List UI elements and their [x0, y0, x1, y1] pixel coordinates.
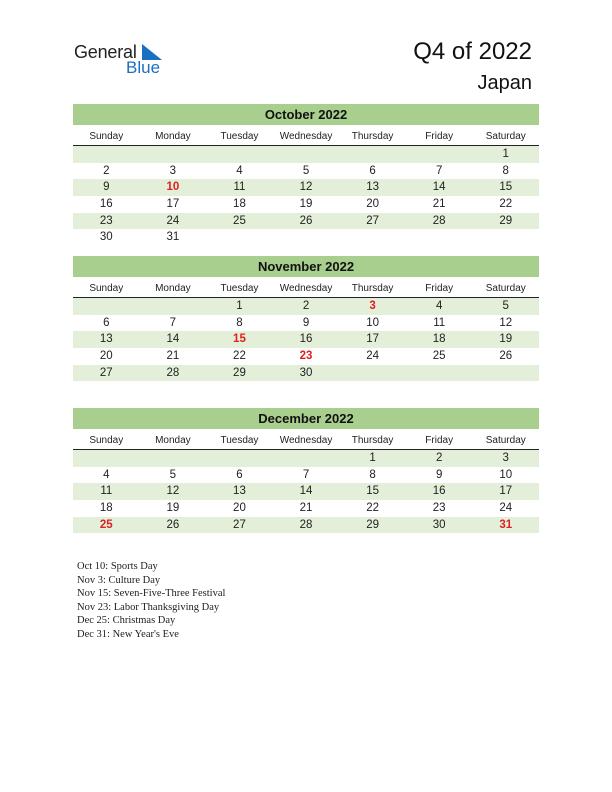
day-cell: 29 [233, 366, 246, 379]
holiday-entry: Dec 25: Christmas Day [77, 615, 176, 626]
empty-day-cell [406, 146, 473, 163]
day-cell: 18 [233, 198, 246, 211]
day-cell: 4 [236, 164, 243, 177]
day-cell: 23 [299, 350, 313, 363]
day-cell: 17 [366, 333, 379, 346]
weekday-label: Tuesday [220, 283, 259, 294]
weekday-label: Wednesday [279, 131, 333, 142]
empty-day-cell [140, 298, 207, 315]
weekday-label: Saturday [485, 131, 526, 142]
country-name: Japan [477, 72, 532, 94]
day-cell: 20 [99, 350, 113, 363]
empty-day-cell [339, 229, 406, 246]
month-title: October 2022 [73, 104, 539, 125]
day-cell: 27 [99, 366, 113, 379]
day-cell: 9 [103, 181, 110, 194]
day-cell: 2 [103, 164, 110, 177]
day-cell: 30 [99, 231, 113, 244]
empty-day-cell [73, 450, 140, 467]
month-title: December 2022 [73, 408, 539, 429]
day-cell: 26 [499, 350, 513, 363]
day-cell: 2 [435, 452, 443, 464]
weekday-label: Monday [155, 435, 191, 446]
weekday-header-row [73, 280, 539, 298]
day-cell: 1 [369, 452, 376, 464]
day-cell: 22 [366, 502, 379, 515]
day-cell: 18 [99, 502, 113, 515]
weekday-label: Friday [425, 131, 454, 142]
day-cell: 21 [432, 198, 446, 211]
day-cell: 18 [432, 333, 446, 346]
weekday-label: Saturday [485, 283, 526, 294]
empty-day-cell [206, 146, 273, 163]
day-cell: 28 [432, 214, 446, 227]
day-cell: 20 [233, 502, 246, 515]
day-cell: 11 [433, 316, 446, 329]
day-cell: 13 [233, 485, 246, 498]
day-cell: 15 [366, 485, 379, 498]
empty-day-cell [273, 146, 340, 163]
day-cell: 5 [169, 468, 177, 481]
weekday-label: Thursday [351, 435, 394, 446]
weekday-header-row [73, 432, 539, 450]
day-cell: 25 [233, 214, 246, 227]
day-cell: 22 [233, 350, 246, 363]
weekday-label: Sunday [89, 283, 124, 294]
day-cell: 9 [435, 468, 443, 481]
weekday-label: Saturday [485, 435, 526, 446]
holiday-entry: Nov 23: Labor Thanksgiving Day [77, 601, 220, 613]
day-cell: 20 [366, 198, 379, 211]
day-cell: 15 [499, 181, 513, 194]
day-cell: 29 [366, 518, 379, 531]
day-cell: 6 [369, 164, 376, 177]
day-cell: 30 [299, 366, 313, 379]
empty-day-cell [273, 450, 340, 467]
day-cell: 14 [299, 485, 313, 498]
day-cell: 7 [302, 468, 310, 481]
day-cell: 31 [499, 518, 513, 531]
day-cell: 24 [499, 502, 513, 515]
week-row [73, 348, 539, 365]
day-cell: 19 [499, 333, 513, 346]
week-row [73, 500, 539, 517]
day-cell: 28 [299, 518, 313, 531]
day-cell: 14 [432, 181, 446, 194]
day-cell: 5 [502, 300, 509, 312]
day-cell: 10 [499, 468, 513, 481]
day-cell: 16 [432, 485, 446, 498]
weekday-label: Wednesday [279, 435, 333, 446]
day-cell: 15 [233, 333, 246, 346]
brand-logo [74, 42, 184, 82]
day-cell: 11 [233, 181, 246, 194]
week-row [73, 331, 539, 348]
day-cell: 27 [233, 518, 246, 531]
day-cell: 13 [99, 333, 113, 346]
day-cell: 11 [100, 485, 113, 498]
week-row [73, 163, 539, 180]
month-november [73, 256, 539, 381]
month-december [73, 408, 539, 533]
empty-day-cell [472, 365, 539, 382]
weekday-label: Thursday [351, 283, 394, 294]
empty-day-cell [206, 229, 273, 246]
day-cell: 4 [103, 468, 110, 481]
day-cell: 25 [432, 350, 446, 363]
holiday-entry: Oct 10: Sports Day [77, 561, 158, 572]
empty-day-cell [140, 450, 207, 467]
holiday-entry: Nov 15: Seven-Five-Three Festival [77, 588, 226, 599]
day-cell: 3 [502, 452, 509, 464]
empty-day-cell [206, 450, 273, 467]
week-row [73, 179, 539, 196]
day-cell: 12 [166, 485, 180, 498]
day-cell: 13 [366, 181, 379, 194]
day-cell: 25 [99, 518, 113, 531]
brand-word-blue: Blue [126, 58, 161, 77]
weekday-label: Tuesday [220, 435, 259, 446]
weekday-label: Wednesday [279, 283, 333, 294]
day-cell: 27 [366, 214, 379, 227]
empty-day-cell [472, 229, 539, 246]
weekday-label: Monday [155, 283, 191, 294]
week-row [73, 229, 539, 246]
empty-day-cell [73, 146, 140, 163]
week-row [73, 146, 539, 163]
week-row [73, 483, 539, 500]
week-row [73, 196, 539, 213]
weekday-header-row [73, 128, 539, 146]
day-cell: 26 [166, 518, 180, 531]
week-row [73, 298, 539, 315]
empty-day-cell [339, 365, 406, 382]
day-cell: 17 [499, 485, 513, 498]
weekday-label: Sunday [89, 131, 124, 142]
day-cell: 24 [166, 214, 180, 227]
page-title: Q4 of 2022 [413, 38, 532, 65]
day-cell: 12 [299, 181, 313, 194]
day-cell: 19 [166, 502, 180, 515]
weekday-label: Friday [425, 283, 454, 294]
day-cell: 8 [236, 316, 243, 329]
week-row [73, 450, 539, 467]
month-october [73, 104, 539, 246]
day-cell: 3 [169, 164, 177, 177]
day-cell: 21 [299, 502, 313, 515]
day-cell: 16 [299, 333, 313, 346]
empty-day-cell [73, 298, 140, 315]
week-row [73, 315, 539, 332]
day-cell: 7 [169, 316, 177, 329]
weekday-label: Sunday [89, 435, 124, 446]
empty-day-cell [273, 229, 340, 246]
day-cell: 19 [299, 198, 313, 211]
day-cell: 26 [299, 214, 313, 227]
day-cell: 1 [236, 300, 243, 312]
day-cell: 14 [166, 333, 180, 346]
weekday-label: Friday [425, 435, 454, 446]
weekday-label: Tuesday [220, 131, 259, 142]
day-cell: 1 [502, 148, 509, 160]
day-cell: 28 [166, 366, 180, 379]
empty-day-cell [339, 146, 406, 163]
day-cell: 10 [166, 181, 180, 194]
empty-day-cell [406, 229, 473, 246]
day-cell: 22 [499, 198, 513, 211]
day-cell: 12 [499, 316, 513, 329]
day-cell: 17 [166, 198, 180, 211]
holiday-entry: Nov 3: Culture Day [77, 574, 161, 586]
week-row [73, 213, 539, 230]
day-cell: 5 [302, 164, 310, 177]
day-cell: 7 [435, 164, 443, 177]
day-cell: 6 [103, 316, 110, 329]
empty-day-cell [406, 365, 473, 382]
week-row [73, 517, 539, 534]
week-row [73, 467, 539, 484]
week-row [73, 365, 539, 382]
day-cell: 30 [432, 518, 446, 531]
day-cell: 2 [302, 300, 310, 312]
day-cell: 8 [502, 164, 509, 177]
day-cell: 23 [432, 502, 446, 515]
weekday-label: Thursday [351, 131, 394, 142]
day-cell: 3 [369, 300, 376, 312]
weekday-label: Monday [155, 131, 191, 142]
day-cell: 9 [302, 316, 310, 329]
day-cell: 23 [99, 214, 113, 227]
day-cell: 8 [369, 468, 376, 481]
day-cell: 16 [99, 198, 113, 211]
brand-word-general: General [74, 42, 137, 62]
empty-day-cell [140, 146, 207, 163]
day-cell: 10 [366, 316, 379, 329]
day-cell: 31 [166, 231, 180, 244]
day-cell: 6 [236, 468, 243, 481]
month-title: November 2022 [73, 256, 539, 277]
holiday-entry: Dec 31: New Year's Eve [77, 628, 179, 640]
day-cell: 21 [166, 350, 180, 363]
day-cell: 24 [366, 350, 379, 363]
day-cell: 4 [435, 300, 443, 312]
holiday-list [77, 560, 225, 641]
day-cell: 29 [499, 214, 513, 227]
